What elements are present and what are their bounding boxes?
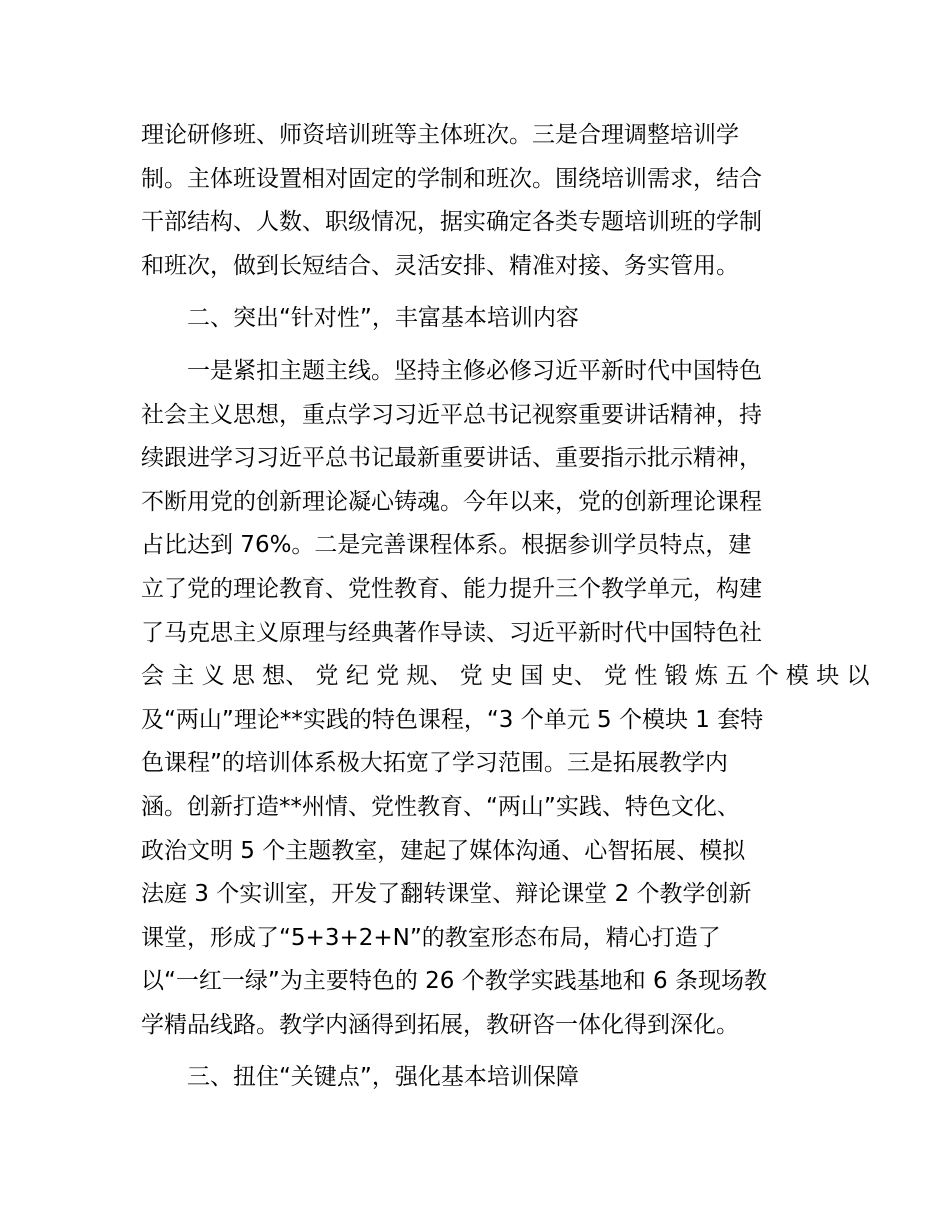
text-line: 以“一红一绿”为主要特色的 26 个教学实践基地和 6 条现场教 (141, 968, 767, 995)
text-line: 一是紧扣主题主线。坚持主修必修习近平新时代中国特色 (141, 357, 762, 384)
text-line: 法庭 3 个实训室，开发了翻转课堂、辩论课堂 2 个教学创新 (141, 881, 752, 908)
document-body (141, 114, 870, 1100)
text-line: 立了党的理论教育、党性教育、能力提升三个教学单元，构建 (141, 575, 762, 602)
text-line: 会 主 义 思 想、 党 纪 党 规、 党 史 国 史、 党 性 锻 炼 五 个 模 块 以 (141, 663, 870, 690)
text-line: 不断用党的创新理论凝心铸魂。今年以来，党的创新理论课程 (141, 488, 762, 515)
text-line: 和班次，做到长短结合、灵活安排、精准对接、务实管用。 (141, 252, 739, 279)
text-line: 占比达到 76%。二是完善课程体系。根据参训学员特点，建 (141, 532, 752, 559)
paragraph-2 (141, 350, 870, 1048)
text-line: 理论研修班、师资培训班等主体班次。三是合理调整培训学 (141, 122, 739, 148)
paragraph-1 (141, 114, 813, 288)
section-heading-3: 三、扭住“关键点”，强化基本培训保障 (187, 1064, 579, 1091)
text-line: 政治文明 5 个主题教室，建起了媒体沟通、心智拓展、模拟 (141, 837, 746, 864)
text-line: 及“两山”理论**实践的特色课程，“3 个单元 5 个模块 1 套特 (141, 706, 764, 733)
text-line: 涵。创新打造**州情、党性教育、“两山”实践、特色文化、 (141, 793, 740, 820)
text-line: 制。主体班设置相对固定的学制和班次。围绕培训需求，结合 (141, 165, 762, 192)
text-line: 学精品线路。教学内涵得到拓展，教研咨一体化得到深化。 (141, 1011, 739, 1038)
text-line: 课堂，形成了“5+3+2+N”的教室形态布局，精心打造了 (141, 924, 721, 951)
text-line: 色课程”的培训体系极大拓宽了学习范围。三是拓展教学内 (141, 750, 728, 777)
text-line: 了马克思主义原理与经典著作导读、习近平新时代中国特色社 (141, 619, 762, 646)
text-line: 社会主义思想，重点学习习近平总书记视察重要讲话精神，持 (141, 401, 762, 428)
text-line: 干部结构、人数、职级情况，据实确定各类专题培训班的学制 (141, 209, 762, 236)
section-heading-2: 二、突出“针对性”，丰富基本培训内容 (187, 305, 579, 332)
text-line: 续跟进学习习近平总书记最新重要讲话、重要指示批示精神， (141, 445, 762, 472)
